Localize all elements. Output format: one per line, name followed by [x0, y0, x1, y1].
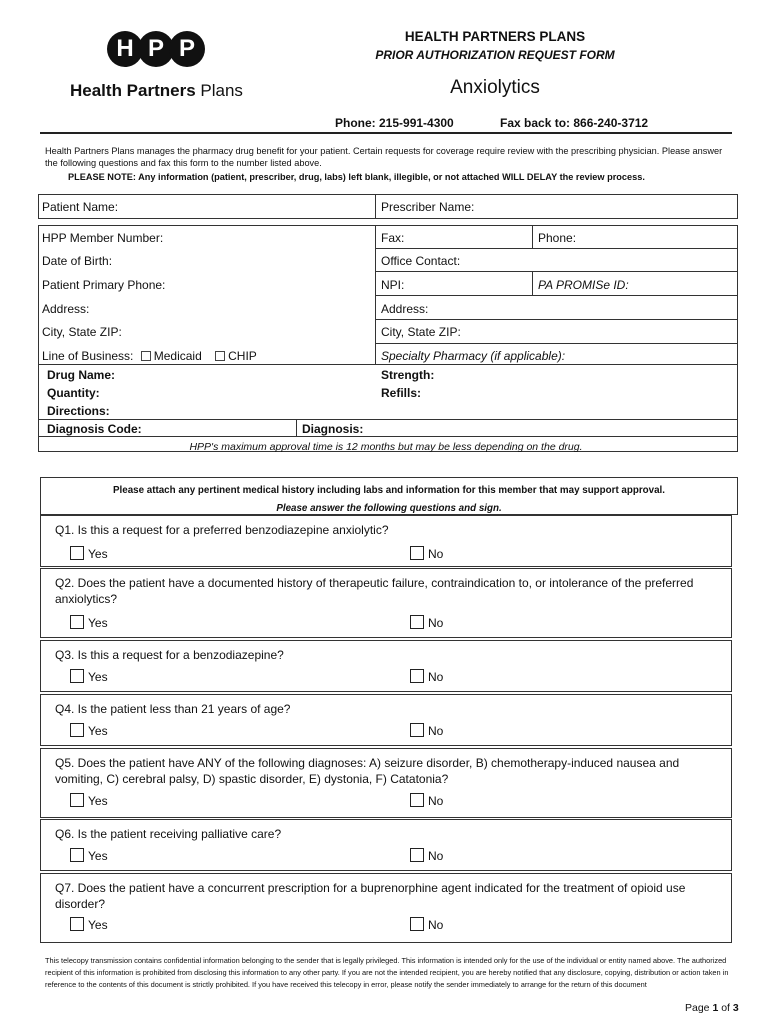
- medicaid-label: Medicaid: [153, 349, 202, 363]
- divider: [38, 419, 738, 420]
- q4-yes-option[interactable]: [70, 723, 108, 738]
- divider: [375, 319, 737, 320]
- divider: [375, 343, 737, 344]
- npi-field[interactable]: NPI:: [381, 278, 405, 292]
- question-text: Q1. Is this a request for a preferred benzodiazepine anxiolytic?: [55, 523, 389, 537]
- patient-city-field[interactable]: City, State ZIP:: [42, 325, 122, 339]
- intro-text: Health Partners Plans manages the pharmacy drug benefit for your patient. Certain requests for coverage require review with the prescribing physician. Please answer the following questions and fax this form to the number listed above.: [45, 146, 723, 168]
- question-text: Q7. Does the patient have a concurrent prescription for a buprenorphine agent indicated for the treatment of opioid use disorder?: [55, 881, 686, 911]
- question-text: Q3. Is this a request for a benzodiazepine?: [55, 648, 284, 662]
- q1-yes-option[interactable]: [70, 546, 108, 561]
- checkbox[interactable]: [70, 723, 84, 737]
- yes-label: Yes: [88, 918, 108, 932]
- question-2: [40, 568, 732, 638]
- q2-yes-option[interactable]: [70, 615, 108, 630]
- q1-no-option[interactable]: [410, 546, 443, 561]
- q4-no-option[interactable]: [410, 723, 443, 738]
- question-4: [40, 694, 732, 746]
- question-7: [40, 873, 732, 943]
- fax-number: Fax back to: 866-240-3712: [500, 116, 649, 130]
- no-label: No: [428, 724, 444, 738]
- page-prefix: Page: [685, 1002, 713, 1014]
- divider: [375, 271, 737, 272]
- checkbox[interactable]: [70, 848, 84, 862]
- logo-letter-h: H: [107, 31, 143, 67]
- yes-label: Yes: [88, 724, 108, 738]
- chip-label: CHIP: [228, 349, 257, 363]
- q3-yes-option[interactable]: [70, 669, 108, 684]
- logo-letter-p1: P: [138, 31, 174, 67]
- attach-notice: [40, 477, 738, 515]
- question-text: Q6. Is the patient receiving palliative care?: [55, 827, 282, 841]
- patient-address-field[interactable]: Address:: [42, 302, 90, 316]
- member-number-field[interactable]: HPP Member Number:: [42, 231, 164, 245]
- directions-field[interactable]: Directions:: [47, 404, 110, 418]
- brand-bold: Health Partners: [70, 81, 196, 100]
- strength-field[interactable]: Strength:: [381, 368, 435, 382]
- checkbox[interactable]: [410, 917, 424, 931]
- prescriber-fax-field[interactable]: Fax:: [381, 231, 405, 245]
- question-6: [40, 819, 732, 871]
- checkbox[interactable]: [70, 615, 84, 629]
- checkbox[interactable]: [70, 546, 84, 560]
- checkbox[interactable]: [410, 546, 424, 560]
- org-title: HEALTH PARTNERS PLANS: [404, 29, 586, 44]
- no-label: No: [428, 547, 444, 561]
- drug-name-field[interactable]: Drug Name:: [47, 368, 116, 382]
- please-note: PLEASE NOTE: Any information (patient, prescriber, drug, labs) left blank, illegible, or not attached WILL DELAY the review process.: [68, 172, 645, 182]
- checkbox[interactable]: [410, 723, 424, 737]
- patient-name-field[interactable]: Patient Name:: [42, 200, 119, 214]
- q5-no-option[interactable]: [410, 793, 443, 808]
- prescriber-city-field[interactable]: City, State ZIP:: [381, 325, 461, 339]
- brand-light: Plans: [200, 81, 243, 100]
- diagnosis-field[interactable]: Diagnosis:: [302, 422, 364, 436]
- no-label: No: [428, 616, 444, 630]
- checkbox[interactable]: [410, 793, 424, 807]
- divider: [375, 248, 737, 249]
- form-title: PRIOR AUTHORIZATION REQUEST FORM: [375, 48, 615, 62]
- page-of: of: [718, 1002, 733, 1014]
- checkbox[interactable]: [410, 669, 424, 683]
- lob-label: Line of Business:: [42, 349, 134, 363]
- checkbox[interactable]: [70, 669, 84, 683]
- q5-yes-option[interactable]: [70, 793, 108, 808]
- office-contact-field[interactable]: Office Contact:: [381, 254, 461, 268]
- q6-yes-option[interactable]: [70, 848, 108, 863]
- specialty-pharmacy-field[interactable]: Specialty Pharmacy (if applicable):: [381, 349, 566, 363]
- logo-letter-p2: P: [169, 31, 205, 67]
- no-label: No: [428, 794, 444, 808]
- q3-no-option[interactable]: [410, 669, 443, 684]
- line-of-business: [42, 349, 257, 363]
- yes-label: Yes: [88, 616, 108, 630]
- divider: [532, 272, 533, 295]
- q2-no-option[interactable]: [410, 615, 443, 630]
- prescriber-address-field[interactable]: Address:: [381, 302, 429, 316]
- divider: [375, 295, 737, 296]
- header-divider: [40, 132, 732, 134]
- patient-phone-field[interactable]: Patient Primary Phone:: [42, 278, 166, 292]
- drug-class-title: Anxiolytics: [450, 77, 540, 98]
- checkbox[interactable]: [410, 615, 424, 629]
- checkbox[interactable]: [70, 917, 84, 931]
- max-approval-note: HPP's maximum approval time is 12 months but may be less depending on the drug.: [189, 441, 583, 453]
- yes-label: Yes: [88, 547, 108, 561]
- question-1: [40, 515, 732, 567]
- medicaid-checkbox[interactable]: [141, 351, 151, 361]
- q6-no-option[interactable]: [410, 848, 443, 863]
- quantity-field[interactable]: Quantity:: [47, 386, 100, 400]
- prescriber-name-field[interactable]: Prescriber Name:: [381, 200, 475, 214]
- divider: [38, 364, 738, 365]
- chip-checkbox[interactable]: [215, 351, 225, 361]
- no-label: No: [428, 849, 444, 863]
- diagnosis-code-field[interactable]: Diagnosis Code:: [47, 422, 142, 436]
- prescriber-phone-field[interactable]: Phone:: [538, 231, 577, 245]
- question-5: [40, 748, 732, 818]
- question-text: Q4. Is the patient less than 21 years of age?: [55, 702, 291, 716]
- confidentiality-disclaimer: This telecopy transmission contains confidential information belonging to the sender that is legally privileged. This information is intended only for the use of the individual or entity named above. The authorized recipient of this information is prohibited from disclosing this information to any other party. If you are not the intended recipient, you are hereby notified that any disclosure, copying, distribution or action taken in reference to the contents of this document is strictly prohibited. If you have received this telecopy in error, please notify the sender immediately to arrange for the return of this document: [45, 956, 729, 989]
- checkbox[interactable]: [410, 848, 424, 862]
- page-indicator: [685, 1002, 739, 1014]
- page-number: 1: [712, 1002, 719, 1014]
- question-text: Q2. Does the patient have a documented history of therapeutic failure, contraindication to, or intolerance of the preferred anxiolytics?: [55, 576, 694, 606]
- q7-no-option[interactable]: [410, 917, 443, 932]
- logo-wordmark: [70, 81, 243, 101]
- yes-label: Yes: [88, 794, 108, 808]
- yes-label: Yes: [88, 849, 108, 863]
- pa-promise-field[interactable]: PA PROMISe ID:: [538, 278, 629, 292]
- divider: [38, 436, 738, 437]
- attach-line-1: Please attach any pertinent medical history including labs and information for this member that may support approval.: [112, 485, 665, 496]
- divider: [375, 194, 376, 219]
- question-3: [40, 640, 732, 692]
- page-total: 3: [732, 1002, 739, 1014]
- divider: [296, 419, 297, 437]
- yes-label: Yes: [88, 670, 108, 684]
- refills-field[interactable]: Refills:: [381, 386, 422, 400]
- divider: [532, 225, 533, 248]
- no-label: No: [428, 670, 444, 684]
- question-text: Q5. Does the patient have ANY of the following diagnoses: A) seizure disorder, B) chemotherapy-induced nausea and vomiting, C) cerebral palsy, D) spastic disorder, E) dystonia, F) Catatonia?: [55, 756, 680, 786]
- checkbox[interactable]: [70, 793, 84, 807]
- phone-number: Phone: 215-991-4300: [335, 116, 454, 130]
- q7-yes-option[interactable]: [70, 917, 108, 932]
- dob-field[interactable]: Date of Birth:: [42, 254, 113, 268]
- no-label: No: [428, 918, 444, 932]
- attach-line-2: Please answer the following questions and sign.: [276, 503, 502, 514]
